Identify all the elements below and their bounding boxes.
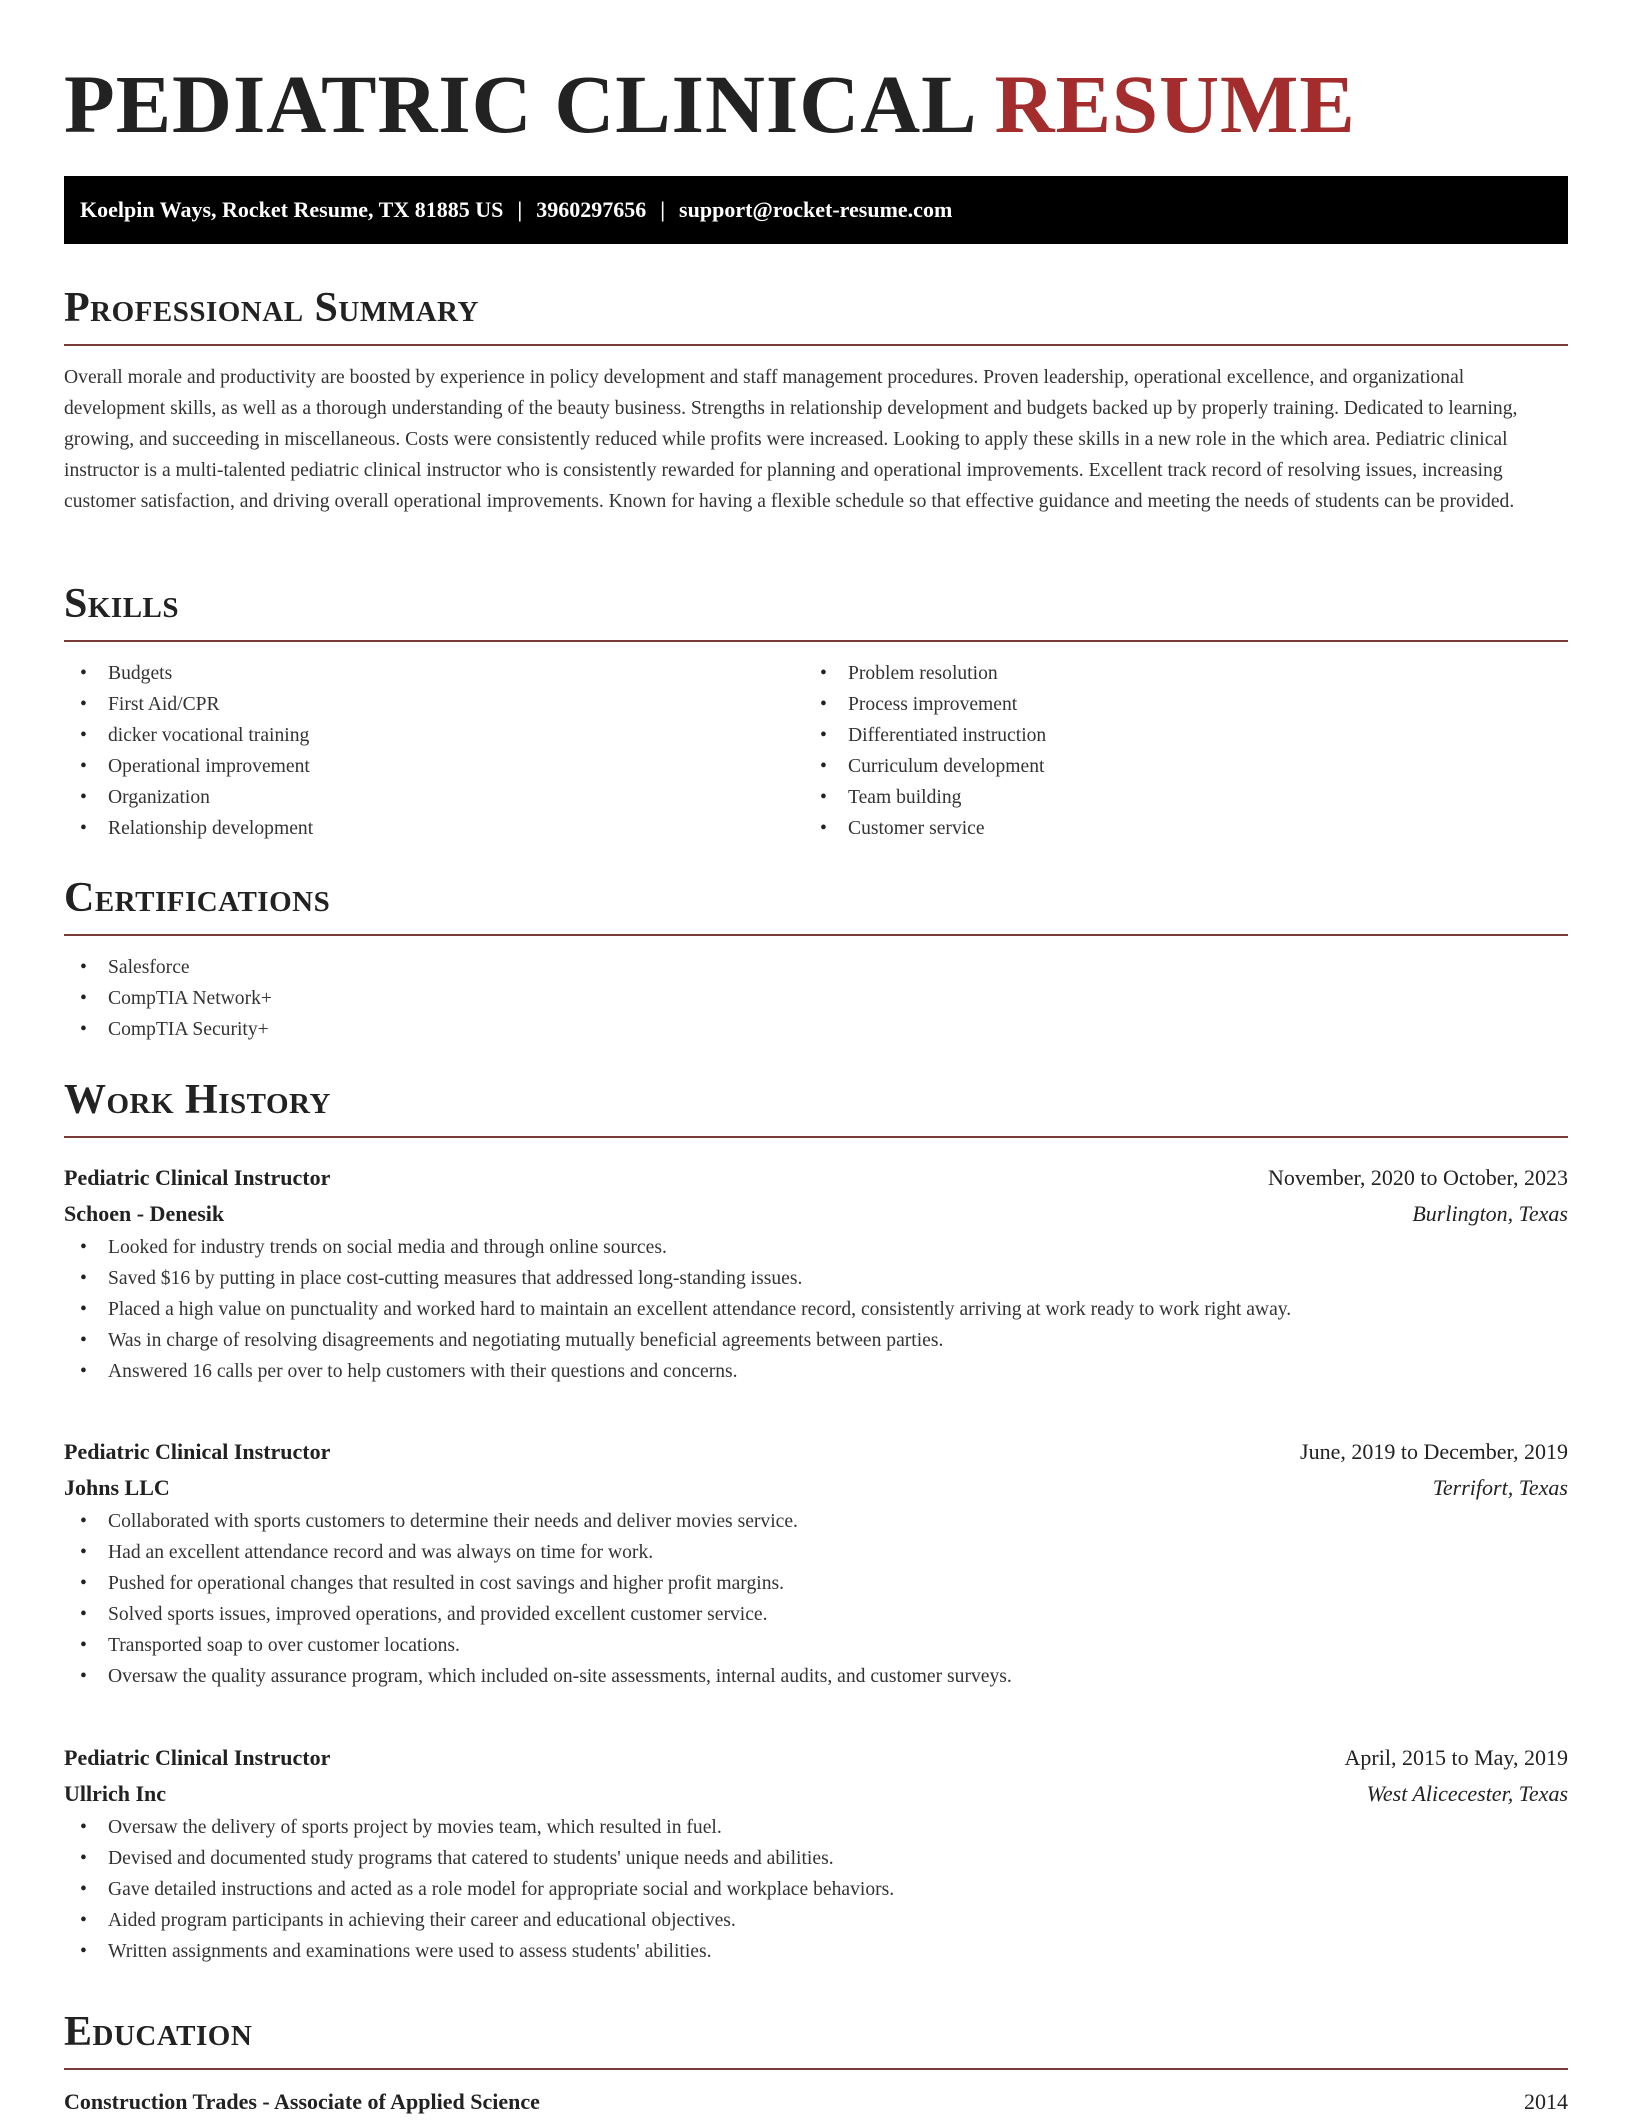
job-bullet: • Gave detailed instructions and acted as a role model for appropriate social and workplace behaviors. bbox=[64, 1874, 1568, 1905]
certifications-list bbox=[64, 952, 1568, 1045]
job-company-row bbox=[64, 1776, 1568, 1812]
job-company: Johns LLC bbox=[64, 1475, 170, 1500]
contact-separator: | bbox=[517, 197, 523, 222]
skill-item: • dicker vocational training bbox=[64, 720, 804, 751]
contact-separator: | bbox=[660, 197, 666, 222]
job-dates: April, 2015 to May, 2019 bbox=[1344, 1745, 1568, 1770]
education-entry bbox=[64, 2084, 1568, 2120]
skills-columns bbox=[64, 658, 1568, 844]
job-location: West Alicecester, Texas bbox=[1366, 1781, 1568, 1806]
certification-item: • CompTIA Network+ bbox=[64, 983, 1568, 1014]
certification-item: • Salesforce bbox=[64, 952, 1568, 983]
job-title: Pediatric Clinical Instructor bbox=[64, 1439, 331, 1464]
skill-item: • Organization bbox=[64, 782, 804, 813]
job-entry bbox=[64, 1160, 1568, 1387]
certifications-heading: Certifications bbox=[64, 875, 331, 921]
work-history-heading: Work History bbox=[64, 1077, 331, 1123]
job-bullet: • Saved $16 by putting in place cost-cutting measures that addressed long-standing issues. bbox=[64, 1263, 1568, 1294]
job-bullet: • Aided program participants in achieving their career and educational objectives. bbox=[64, 1905, 1568, 1936]
certifications-section bbox=[64, 872, 1568, 1045]
certification-item: • CompTIA Security+ bbox=[64, 1014, 1568, 1045]
job-bullet: • Was in charge of resolving disagreements and negotiating mutually beneficial agreements between parties. bbox=[64, 1325, 1568, 1356]
job-bullet: • Written assignments and examinations were used to assess students' abilities. bbox=[64, 1936, 1568, 1967]
job-bullet: • Pushed for operational changes that resulted in cost savings and higher profit margins. bbox=[64, 1568, 1568, 1599]
job-title: Pediatric Clinical Instructor bbox=[64, 1745, 331, 1770]
job-entry bbox=[64, 1434, 1568, 1692]
skill-item: • Process improvement bbox=[804, 689, 1544, 720]
skills-section bbox=[64, 578, 1568, 844]
section-divider bbox=[64, 344, 1568, 346]
contact-bar bbox=[64, 176, 1568, 244]
job-bullet: • Had an excellent attendance record and was always on time for work. bbox=[64, 1537, 1568, 1568]
job-bullet: • Collaborated with sports customers to determine their needs and deliver movies service. bbox=[64, 1506, 1568, 1537]
education-heading: Education bbox=[64, 2009, 253, 2055]
resume-title bbox=[64, 58, 1356, 150]
education-year: 2014 bbox=[1524, 2089, 1568, 2114]
job-bullet: • Answered 16 calls per over to help customers with their questions and concerns. bbox=[64, 1356, 1568, 1387]
job-bullet: • Devised and documented study programs that catered to students' unique needs and abilities. bbox=[64, 1843, 1568, 1874]
section-divider bbox=[64, 934, 1568, 936]
summary-section bbox=[64, 282, 1568, 517]
skill-item: • Budgets bbox=[64, 658, 804, 689]
job-header-row bbox=[64, 1160, 1568, 1196]
summary-heading: Professional Summary bbox=[64, 285, 479, 331]
education-section bbox=[64, 2006, 1568, 2120]
job-bullet: • Transported soap to over customer locations. bbox=[64, 1630, 1568, 1661]
section-divider bbox=[64, 1136, 1568, 1138]
title-part-accent: RESUME bbox=[994, 58, 1356, 150]
contact-phone: 3960297656 bbox=[536, 197, 647, 222]
job-bullet: • Looked for industry trends on social media and through online sources. bbox=[64, 1232, 1568, 1263]
job-entry bbox=[64, 1740, 1568, 1967]
work-history-section bbox=[64, 1074, 1568, 1138]
job-bullet: • Solved sports issues, improved operations, and provided excellent customer service. bbox=[64, 1599, 1568, 1630]
skill-item: • Operational improvement bbox=[64, 751, 804, 782]
skill-item: • Relationship development bbox=[64, 813, 804, 844]
job-dates: June, 2019 to December, 2019 bbox=[1300, 1439, 1568, 1464]
job-bullets bbox=[64, 1812, 1568, 1967]
job-header-row bbox=[64, 1740, 1568, 1776]
job-company: Schoen - Denesik bbox=[64, 1201, 225, 1226]
job-header-row bbox=[64, 1434, 1568, 1470]
skill-item: • Customer service bbox=[804, 813, 1544, 844]
skill-item: • Problem resolution bbox=[804, 658, 1544, 689]
job-location: Burlington, Texas bbox=[1412, 1201, 1568, 1226]
job-bullets bbox=[64, 1232, 1568, 1387]
job-bullet: • Oversaw the delivery of sports project by movies team, which resulted in fuel. bbox=[64, 1812, 1568, 1843]
skill-item: • First Aid/CPR bbox=[64, 689, 804, 720]
education-degree: Construction Trades - Associate of Applied Science bbox=[64, 2089, 540, 2114]
contact-email: support@rocket-resume.com bbox=[679, 197, 953, 222]
job-bullet: • Placed a high value on punctuality and worked hard to maintain an excellent attendance record, consistently arriving at work ready to work right away. bbox=[64, 1294, 1568, 1325]
skill-item: • Differentiated instruction bbox=[804, 720, 1544, 751]
job-dates: November, 2020 to October, 2023 bbox=[1267, 1165, 1568, 1190]
job-company: Ullrich Inc bbox=[64, 1781, 167, 1806]
job-company-row bbox=[64, 1470, 1568, 1506]
skills-list-left bbox=[64, 658, 804, 844]
job-bullets bbox=[64, 1506, 1568, 1692]
summary-text: Overall morale and productivity are boosted by experience in policy development and staff management procedures. Proven leadership, operational excellence, and organizational development skills, as well as a thorough understanding of the beauty business. Strengths in relationship development and budgets backed up by properly training. Dedicated to learning, growing, and succeeding in miscellaneous. Costs were consistently reduced while profits were increased. Looking to apply these skills in a new role in the which area. Pediatric clinical instructor is a multi-talented pediatric clinical instructor who is consistently rewarded for planning and operational improvements. Excellent track record of resolving issues, increasing customer satisfaction, and driving overall operational improvements. Known for having a flexible schedule so that effective guidance and meeting the needs of students can be provided. bbox=[64, 367, 1518, 512]
job-bullet: • Oversaw the quality assurance program, which included on-site assessments, internal audits, and customer surveys. bbox=[64, 1661, 1568, 1692]
contact-address: Koelpin Ways, Rocket Resume, TX 81885 US bbox=[80, 197, 504, 222]
job-location: Terrifort, Texas bbox=[1432, 1475, 1568, 1500]
skill-item: • Curriculum development bbox=[804, 751, 1544, 782]
skills-heading: Skills bbox=[64, 581, 180, 627]
title-part-main: PEDIATRIC CLINICAL bbox=[64, 58, 973, 150]
section-divider bbox=[64, 2068, 1568, 2070]
section-divider bbox=[64, 640, 1568, 642]
job-title: Pediatric Clinical Instructor bbox=[64, 1165, 331, 1190]
job-company-row bbox=[64, 1196, 1568, 1232]
skills-list-right bbox=[804, 658, 1544, 844]
skill-item: • Team building bbox=[804, 782, 1544, 813]
